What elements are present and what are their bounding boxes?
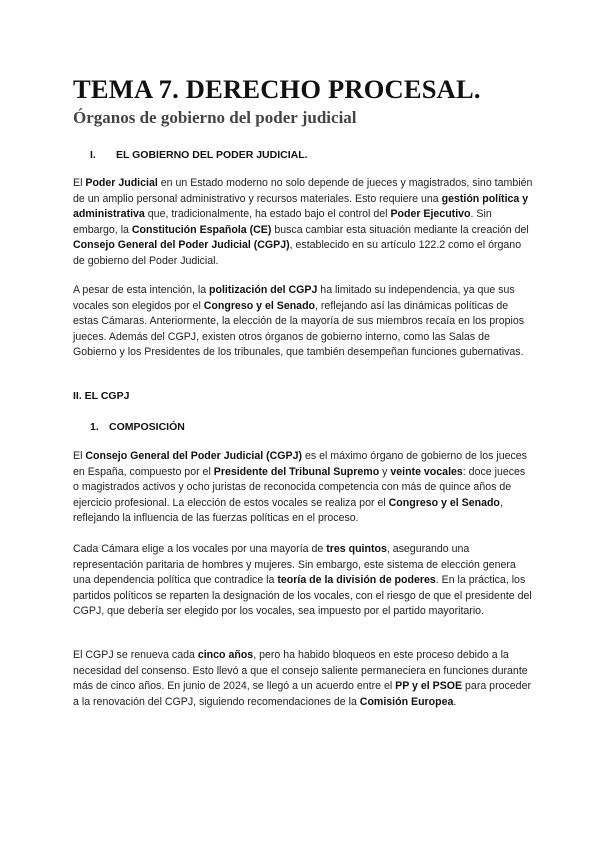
- section-2-paragraph-1: El Consejo General del Poder Judicial (CGPJ) es el máximo órgano de gobierno de los jueces en España, compuesto por el Presidente del Tribunal Supremo y veinte vocales: doce jueces o magistrados activos y ocho juristas de reconocida competencia con más de quince años de ejercicio profesional. La elección de estos vocales se realiza por el Congreso y el Senado, reflejando la influencia de las fuerzas políticas en el proceso.: [73, 450, 527, 525]
- section-1-heading: [90, 149, 308, 161]
- section-2-paragraph-2: Cada Cámara elige a los vocales por una mayoría de tres quintos, asegurando una representación paritaria de hombres y mujeres. Sin embargo, este sistema de elección genera una dependencia política que contradice la teoría de la división de poderes. En la práctica, los partidos políticos se reparten la designación de los vocales, con el riesgo de que el presidente del CGPJ, que debería ser elegido por los vocales, sea impuesto por el partido mayoritario.: [73, 543, 532, 618]
- bold-term: Poder Ejecutivo: [390, 208, 471, 221]
- page-subtitle: Órganos de gobierno del poder judicial: [73, 108, 357, 127]
- subsection-composicion-heading: [90, 421, 185, 433]
- section-1-paragraph-2: A pesar de esta intención, la politización del CGPJ ha limitado su independencia, ya que sus vocales son elegidos por el Congreso y el Senado, reflejando así las dinámicas políticas de estas Cámaras. Anteriormente, la elección de la mayoría de sus miembros recaía en los propios jueces. Además del CGPJ, existen otros órganos de gobierno interno, como las Salas de Gobierno y los Presidentes de los tribunales, que también desempeñan funciones gubernativas.: [73, 284, 525, 359]
- subsection-number: 1.: [90, 421, 99, 433]
- bold-term: veinte vocales: [390, 465, 463, 478]
- section-1-paragraph-1: El Poder Judicial en un Estado moderno no solo depende de jueces y magistrados, sino también de un amplio personal administrativo y recursos materiales. Esto requiere una gestión política y administrativa que, tradicionalmente, ha estado bajo el control del Poder Ejecutivo. Sin embargo, la Constitución Española (CE) busca cambiar esta situación mediante la creación del Consejo General del Poder Judicial (CGPJ), establecido en su artículo 122.2 como el órgano de gobierno del Poder Judicial.: [73, 177, 533, 267]
- bold-term: Congreso y el Senado: [203, 299, 316, 312]
- bold-term: Presidente del Tribunal Supremo: [213, 465, 380, 478]
- bold-term: Comisión Europea: [359, 695, 454, 708]
- bold-term: gestión política y administrativa: [73, 192, 529, 221]
- bold-term: Congreso y el Senado: [388, 496, 500, 509]
- bold-term: Consejo General del Poder Judicial (CGPJ): [85, 450, 303, 462]
- bold-term: cinco años: [197, 649, 254, 661]
- bold-term: Constitución Española (CE): [131, 223, 272, 236]
- bold-term: PP y el PSOE: [395, 680, 463, 693]
- bold-term: teoría de la división de poderes: [277, 574, 436, 587]
- bold-term: politización del CGPJ: [209, 284, 318, 296]
- section-2-paragraph-3: El CGPJ se renueva cada cinco años, pero ha habido bloqueos en este proceso debido a la necesidad del consenso. Esto llevó a que el consejo saliente permaneciera en funciones durante más de cinco años. En junio de 2024, se llegó a un acuerdo entre el PP y el PSOE para proceder a la renovación del CGPJ, siguiendo recomendaciones de la Comisión Europea.: [73, 649, 531, 708]
- subsection-title: COMPOSICIÓN: [109, 421, 185, 433]
- section-2-heading: II. EL CGPJ: [73, 390, 130, 402]
- bold-term: Consejo General del Poder Judicial (CGPJ): [73, 239, 290, 252]
- bold-term: tres quintos: [326, 543, 387, 555]
- bold-term: Poder Judicial: [85, 177, 158, 189]
- page-title: TEMA 7. DERECHO PROCESAL.: [73, 74, 481, 104]
- section-1-number: I.: [90, 149, 96, 161]
- section-1-title: EL GOBIERNO DEL PODER JUDICIAL.: [116, 149, 308, 161]
